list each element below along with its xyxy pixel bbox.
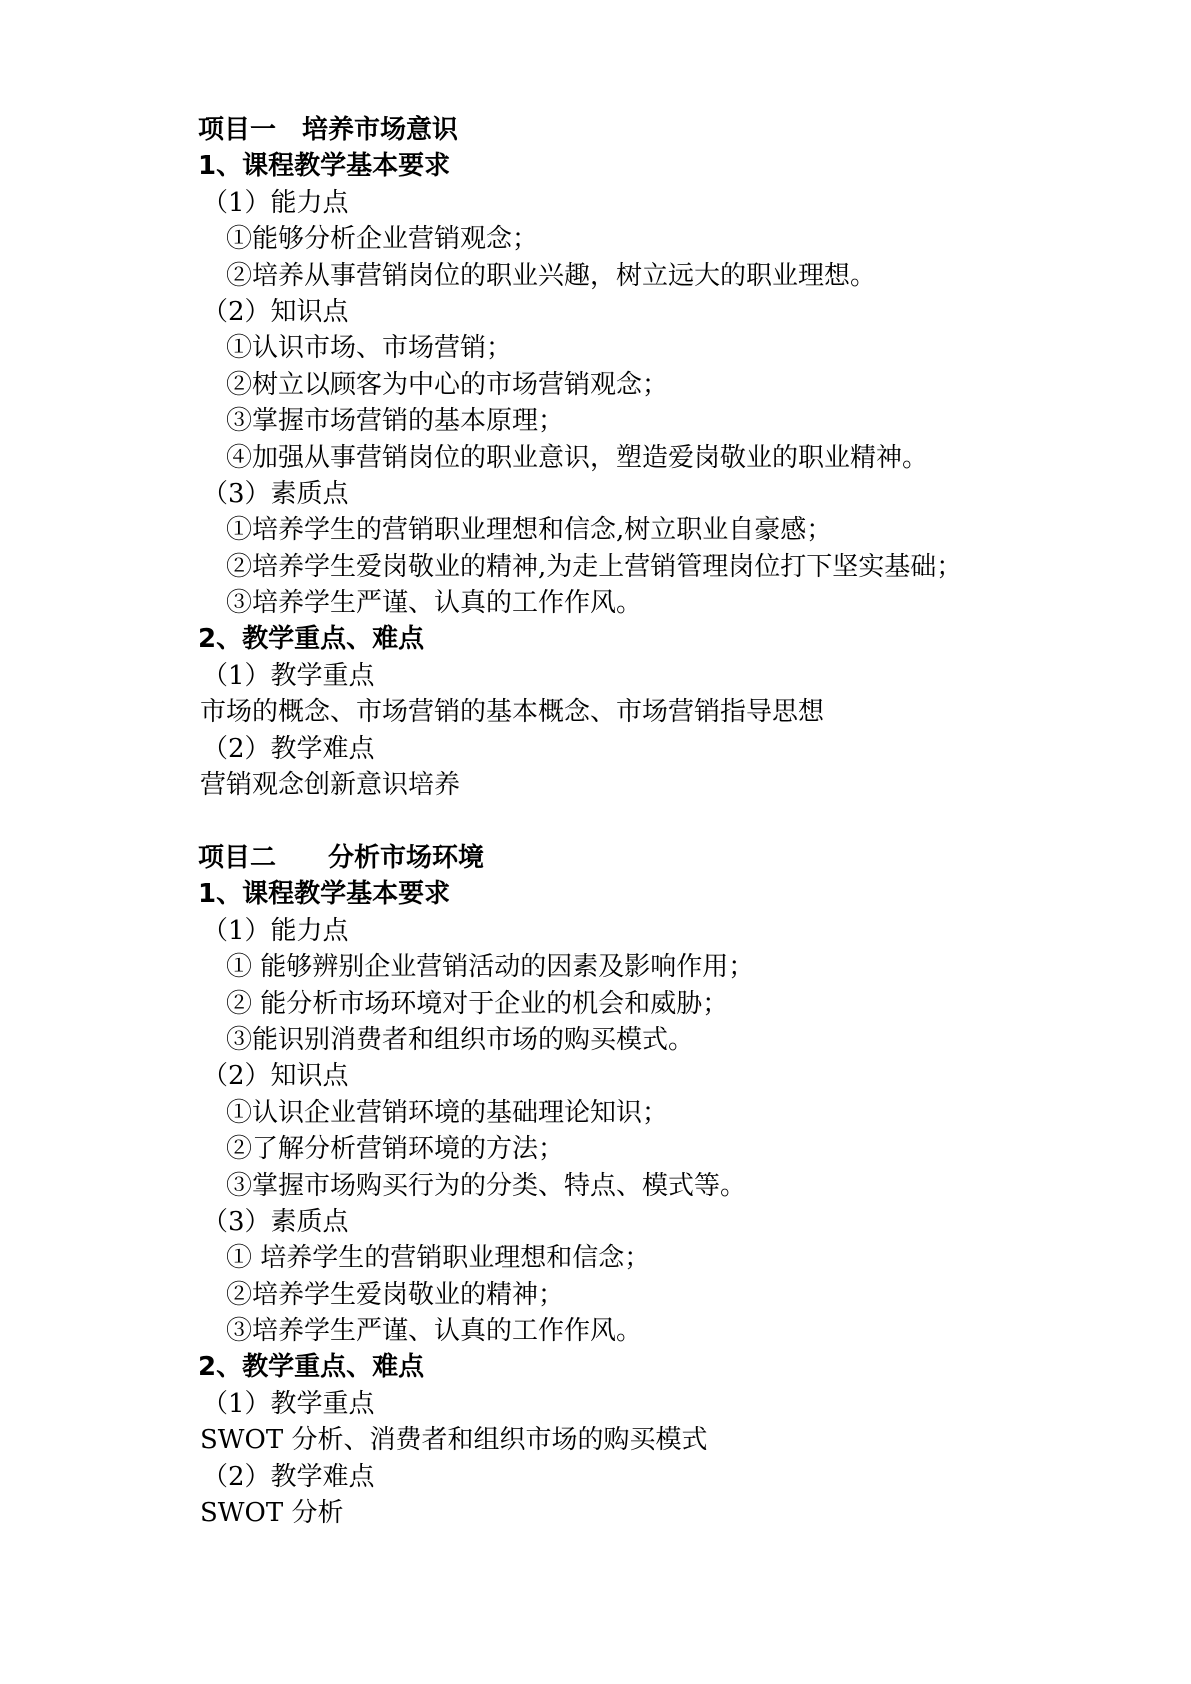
section-project-1 — [198, 112, 1098, 803]
section-project-2 — [198, 840, 1098, 1531]
list-item: ③掌握市场购买行为的分类、特点、模式等。 — [226, 1170, 747, 1201]
list-item: ①培养学生的营销职业理想和信念,树立职业自豪感； — [226, 515, 833, 546]
list-item: ④加强从事营销岗位的职业意识，塑造爱岗敬业的职业精神。 — [226, 442, 929, 473]
subheading: （2）教学难点 — [202, 1461, 375, 1492]
list-item: ③掌握市场营销的基本原理； — [226, 406, 565, 437]
paragraph: SWOT 分析、消费者和组织市场的购买模式 — [200, 1425, 708, 1456]
section-title: 项目二 分析市场环境 — [198, 843, 485, 873]
list-item: ②培养学生爱岗敬业的精神,为走上营销管理岗位打下坚实基础； — [226, 551, 963, 582]
subheading: （1）能力点 — [202, 915, 349, 946]
paragraph: SWOT 分析 — [200, 1498, 344, 1529]
list-item: ① 培养学生的营销职业理想和信念； — [226, 1243, 651, 1274]
list-item: ①认识市场、市场营销； — [226, 333, 513, 364]
list-item: ①认识企业营销环境的基础理论知识； — [226, 1097, 669, 1128]
list-item: ①能够分析企业营销观念； — [226, 224, 539, 255]
section-heading: 1、课程教学基本要求 — [198, 151, 451, 182]
subheading: （1）教学重点 — [202, 1388, 375, 1419]
subheading: （3）素质点 — [202, 1206, 349, 1237]
subheading: （2）知识点 — [202, 1061, 349, 1092]
subheading: （3）素质点 — [202, 478, 349, 509]
list-item: ②培养从事营销岗位的职业兴趣，树立远大的职业理想。 — [226, 260, 877, 291]
subheading: （2）知识点 — [202, 296, 349, 327]
list-item: ②培养学生爱岗敬业的精神； — [226, 1279, 565, 1310]
subheading: （2）教学难点 — [202, 733, 375, 764]
section-heading: 2、教学重点、难点 — [198, 624, 425, 655]
subheading: （1）教学重点 — [202, 660, 375, 691]
list-item: ② 能分析市场环境对于企业的机会和威胁； — [226, 988, 729, 1019]
list-item: ③培养学生严谨、认真的工作作风。 — [226, 588, 643, 619]
subheading: （1）能力点 — [202, 187, 349, 218]
section-title: 项目一 培养市场意识 — [198, 115, 459, 145]
list-item: ②树立以顾客为中心的市场营销观念； — [226, 369, 669, 400]
list-item: ① 能够辨别企业营销活动的因素及影响作用； — [226, 952, 755, 983]
paragraph: 市场的概念、市场营销的基本概念、市场营销指导思想 — [200, 697, 825, 728]
list-item: ②了解分析营销环境的方法； — [226, 1134, 565, 1165]
section-heading: 1、课程教学基本要求 — [198, 879, 451, 910]
paragraph: 营销观念创新意识培养 — [200, 770, 461, 801]
list-item: ③能识别消费者和组织市场的购买模式。 — [226, 1024, 695, 1055]
section-heading: 2、教学重点、难点 — [198, 1352, 425, 1383]
list-item: ③培养学生严谨、认真的工作作风。 — [226, 1316, 643, 1347]
